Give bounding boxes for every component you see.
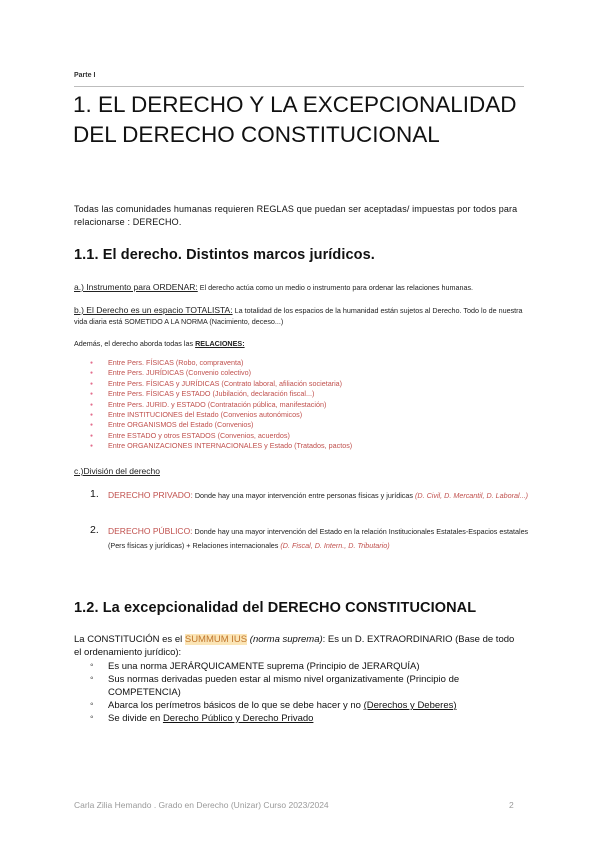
division-2: [108, 524, 533, 553]
point-b-text: La totalidad de los espacios de la humanidad están sujetos al Derecho. Todo lo de nuestra vida diaria está SOMETIDO A LA NORMA (Nacimiento, deceso...): [74, 306, 523, 326]
constitution-prefix: La CONSTITUCIÓN es el: [74, 634, 185, 645]
page-number: 2: [509, 800, 514, 810]
list-item: ● Entre Pers. FÍSICAS (Robo, compraventa): [88, 358, 352, 368]
list-item: ● Entre ESTADO y otros ESTADOS (Convenios, acuerdos): [88, 431, 352, 441]
division-1-name: DERECHO PRIVADO:: [108, 490, 193, 500]
division-1-number: 1.: [90, 488, 99, 500]
bullet-text: Sus normas derivadas pueden estar al mismo nivel organizativamente (Principio de COMPETENCIA): [108, 674, 460, 698]
relations-intro: [74, 339, 529, 350]
intro-paragraph: Todas las comunidades humanas requieren REGLAS que puedan ser aceptadas/ impuestas por todos para relacionarse : DERECHO.: [74, 204, 518, 227]
list-item: ● Entre ORGANIZACIONES INTERNACIONALES y Estado (Tratados, pactos): [88, 441, 352, 451]
list-item: ● Entre Pers. JURÍDICAS (Convenio colectivo): [88, 368, 352, 378]
list-item: [88, 699, 528, 712]
bullet-underlined: Derecho Público y Derecho Privado: [162, 713, 314, 724]
part-label: Parte I: [74, 72, 96, 79]
summum-ius-highlight: SUMMUM IUS: [184, 634, 248, 645]
footer-text: Carla Zilia Hemando . Grado en Derecho (Unizar) Curso 2023/2024: [74, 800, 329, 810]
constitution-suffix: : Es un D. EXTRAORDINARIO (Base de todo el ordenamiento jurídico):: [74, 634, 515, 658]
norma-suprema: (norma suprema): [247, 634, 323, 645]
constitution-bullets: [88, 660, 528, 725]
list-item: ● Entre Pers. JURID. y ESTADO (Contratación pública, manifestación): [88, 400, 352, 410]
list-item: [88, 712, 528, 725]
relations-list: [88, 358, 352, 452]
relations-label: RELACIONES:: [195, 339, 245, 348]
division-2-text: Donde hay una mayor intervención del Estado en la relación Institucionales Estatales-Espacios estatales (Pers físicas y jurídicas) + Relaciones internacionales: [108, 527, 529, 550]
chapter-title: 1. EL DERECHO Y LA EXCEPCIONALIDAD DEL DERECHO CONSTITUCIONAL: [73, 92, 517, 147]
point-a: [74, 282, 529, 294]
division-2-name: DERECHO PÚBLICO:: [108, 526, 193, 536]
bullet-text: Abarca los perímetros básicos de lo que se debe hacer y no: [108, 700, 364, 711]
section-2-heading: 1.2. La excepcionalidad del DERECHO CONSTITUCIONAL: [74, 600, 477, 616]
list-item: [88, 660, 528, 673]
division-1-text: Donde hay una mayor intervención entre personas físicas y jurídicas: [192, 491, 415, 500]
point-c-label: c.)División del derecho: [74, 466, 160, 476]
list-item: ● Entre INSTITUCIONES del Estado (Convenios autonómicos): [88, 410, 352, 420]
list-item: [88, 673, 528, 699]
point-b: [74, 305, 529, 327]
point-a-label: a.) Instrumento para ORDENAR:: [74, 282, 198, 292]
list-item: ● Entre ORGANISMOS del Estado (Convenios): [88, 420, 352, 430]
division-1-examples: (D. Civil, D. Mercantil, D. Laboral...): [415, 491, 529, 500]
section-1-heading: 1.1. El derecho. Distintos marcos jurídicos.: [74, 247, 375, 263]
list-item: ● Entre Pers. FÍSICAS y ESTADO (Jubilación, declaración fiscal...): [88, 389, 352, 399]
bullet-text: Es una norma JERÁRQUICAMENTE suprema (Principio de JERARQUÍA): [108, 661, 420, 672]
point-b-label: b.) El Derecho es un espacio TOTALISTA:: [74, 305, 233, 315]
constitution-paragraph: [74, 633, 524, 659]
point-a-text: El derecho actúa como un medio o instrumento para ordenar las relaciones humanas.: [197, 283, 474, 292]
division-2-examples: (D. Fiscal, D. Intern., D. Tributario): [280, 541, 390, 550]
relations-prefix: Además, el derecho aborda todas las: [74, 339, 196, 348]
bullet-underlined: (Derechos y Deberes): [363, 700, 457, 711]
list-item: ● Entre Pers. FÍSICAS y JURÍDICAS (Contrato laboral, afiliación societaria): [88, 379, 352, 389]
division-2-number: 2.: [90, 524, 99, 536]
header-divider: [74, 86, 524, 87]
bullet-text: Se divide en: [108, 713, 163, 724]
division-1: [108, 488, 533, 503]
